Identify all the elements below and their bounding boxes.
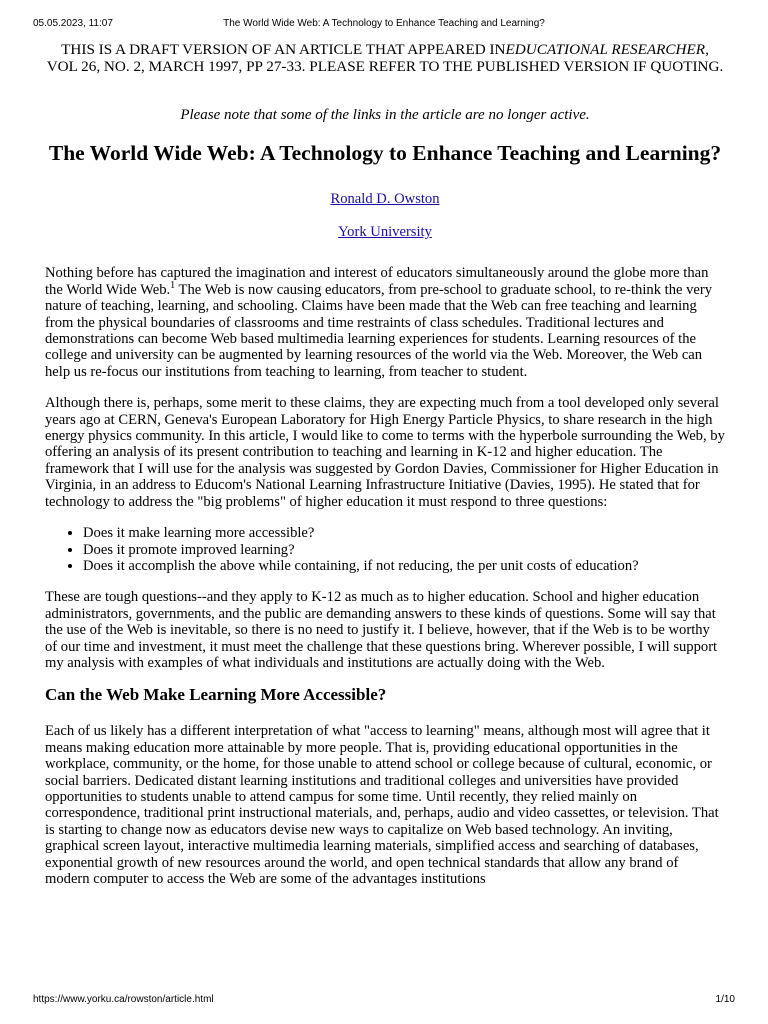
paragraph-4: Each of us likely has a different interpretation of what "access to learning" means, although most will agree that it means making education more attainable by more people. That is, providing educational opportunities in the workplace, community, or the home, for those unable to attend school or college because of cultural, economic, or social barriers. Dedicated distant learning institutions and traditional colleges and universities have provided opportunities to students unable to attend campus for some time. Until recently, they relied mainly on correspondence, traditional print instructional materials, and, perhaps, audio and video cassettes, or television. That is starting to change now as educators devise new ways to capitalize on Web based technology. An inviting, graphical screen layout, interactive multimedia learning materials, simplified access and searching of databases, exponential growth of new resources around the world, and open technical standards that allow any brand of modern computer to access the Web are some of the advantages institutions <box>45 723 719 887</box>
section-heading: Can the Web Make Learning More Accessible? <box>45 685 387 705</box>
print-footer <box>0 994 768 1014</box>
footnote-marker: 1 <box>170 279 176 291</box>
author-link[interactable]: Ronald D. Owston <box>330 191 440 208</box>
questions-list <box>45 525 725 574</box>
paragraph-1-text-b: The Web is now causing educators, from pre-school to graduate school, to re-think the very nature of teaching, learning, and schooling. Claims have been made that the Web can free teaching and learning from the physical boundaries of classrooms and time restraints of class schedules. Traditional lectures and demonstrations can become Web based multimedia learning experiences for students. Learning resources of the college and university can be augmented by learning resources of the world via the Web. Moreover, the Web can help us re-focus our institutions from teaching to learning, from teacher to student. <box>45 281 713 380</box>
paragraph-1-text-a: Nothing before has captured the imagination and interest of educators simultaneously around the globe more than the World Wide Web. <box>45 265 709 298</box>
notice-journal: EDUCATIONAL RESEARCHER <box>505 41 706 58</box>
paragraph-2: Although there is, perhaps, some merit to these claims, they are expecting much from a tool developed only several years ago at CERN, Geneva's European Laboratory for High Energy Particle Physics, to share research in the high energy physics community. In this article, I would like to come to terms with the hyperbole surrounding the Web, by offering an analysis of its present contribution to teaching and learning in K-12 and higher education. The framework that I will use for the analysis was suggested by Gordon Davies, Commissioner for Higher Education in Virginia, in an address to Educom's National Learning Infrastructure Initiative (Davies, 1995). He stated that for technology to address the "big problems" of higher education it must respond to three questions: <box>45 395 725 510</box>
notice-lead: THIS IS A DRAFT VERSION OF AN ARTICLE THAT APPEARED IN <box>61 41 506 58</box>
article-title: The World Wide Web: A Technology to Enhance Teaching and Learning? <box>48 141 722 166</box>
print-header <box>0 0 768 40</box>
print-page-title: The World Wide Web: A Technology to Enhance Teaching and Learning? <box>223 18 545 29</box>
list-item: • Does it accomplish the above while containing, if not reducing, the per unit costs of education? <box>83 558 725 574</box>
print-url: https://www.yorku.ca/rowston/article.html <box>33 994 214 1005</box>
paragraph-3: These are tough questions--and they apply to K-12 as much as to higher education. School and higher education administrators, governments, and the public are demanding answers to these kinds of questions. Some will say that the use of the Web is inevitable, so there is no need to justify it. I believe, however, that if the Web is to be worthy of our time and investment, it must meet the challenge that these questions bring. Wherever possible, I will support my analysis with examples of what individuals and institutions are actually doing with the Web. <box>45 589 718 671</box>
affiliation-link[interactable]: York University <box>338 224 432 241</box>
byline <box>45 191 725 207</box>
list-item: • Does it promote improved learning? <box>83 542 725 558</box>
draft-notice <box>45 41 725 75</box>
print-page-number: 1/10 <box>715 994 735 1005</box>
list-item: • Does it make learning more accessible? <box>83 525 725 541</box>
paragraph-1 <box>45 265 725 380</box>
affiliation <box>45 224 725 240</box>
print-datetime: 05.05.2023, 11:07 <box>33 18 113 29</box>
links-note: Please note that some of the links in the article are no longer active. <box>180 107 590 124</box>
notice-rest: , VOL 26, NO. 2, MARCH 1997, PP 27-33. PLEASE REFER TO THE PUBLISHED VERSION IF QUOTING. <box>46 41 724 76</box>
article <box>45 41 725 887</box>
